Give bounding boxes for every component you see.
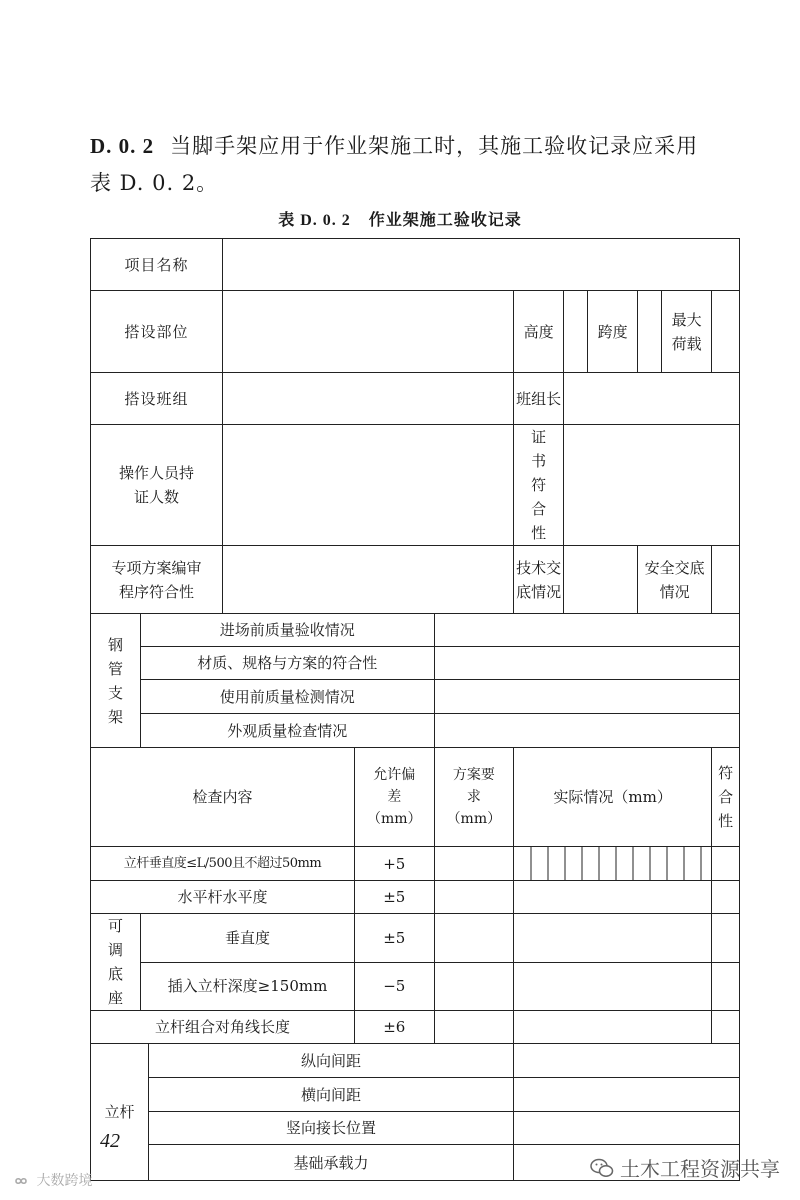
check-row-actual bbox=[514, 914, 712, 963]
intro-paragraph bbox=[90, 128, 710, 202]
value-scheme-review bbox=[223, 546, 514, 614]
watermark-left bbox=[10, 1170, 92, 1190]
page-number: 42 bbox=[100, 1130, 120, 1152]
check-row-scheme bbox=[434, 914, 514, 963]
steel-row-label: 材质、规格与方案的符合性 bbox=[141, 647, 435, 680]
check-row-label: 立杆组合对角线长度 bbox=[91, 1011, 355, 1044]
label-height: 高度 bbox=[514, 291, 564, 373]
check-row-scheme bbox=[434, 847, 514, 881]
clause-text: 当脚手架应用于作业架施工时，其施工验收记录应采用表 D. 0. 2。 bbox=[90, 134, 699, 195]
label-team-leader: 班组长 bbox=[514, 373, 564, 425]
header-check-content: 检查内容 bbox=[91, 748, 355, 847]
value-tech-briefing bbox=[564, 546, 638, 614]
label-team: 搭设班组 bbox=[91, 373, 223, 425]
header-scheme-req: 方案要求（mm） bbox=[434, 748, 514, 847]
label-operators: 操作人员持证人数 bbox=[91, 425, 223, 546]
check-row-actual bbox=[514, 1011, 712, 1044]
check-row-scheme bbox=[434, 881, 514, 914]
check-row-actual bbox=[514, 962, 712, 1011]
label-location: 搭设部位 bbox=[91, 291, 223, 373]
check-row-actual bbox=[514, 847, 712, 881]
value-operators bbox=[223, 425, 514, 546]
value-project-name bbox=[223, 239, 740, 291]
value-cert-conformity bbox=[564, 425, 740, 546]
table-number: 表 D. 0. 2 bbox=[278, 212, 351, 229]
pole-row-label: 横向间距 bbox=[149, 1078, 514, 1112]
check-row-tolerance: ±5 bbox=[355, 914, 435, 963]
check-row-label: 垂直度 bbox=[141, 914, 355, 963]
acceptance-record-table bbox=[90, 238, 740, 1181]
value-height bbox=[564, 291, 588, 373]
value-location bbox=[223, 291, 514, 373]
check-row-label: 水平杆水平度 bbox=[91, 881, 355, 914]
table-caption bbox=[0, 207, 800, 230]
table-title: 作业架施工验收记录 bbox=[368, 210, 522, 229]
steel-row-value bbox=[434, 614, 740, 647]
label-cert-conformity: 证书符合性 bbox=[514, 425, 564, 546]
watermark-right-text: 土木工程资源共享 bbox=[620, 1157, 780, 1181]
label-max-load: 最大荷载 bbox=[662, 291, 712, 373]
check-row-conform bbox=[712, 881, 740, 914]
check-row-actual bbox=[514, 881, 712, 914]
check-row-scheme bbox=[434, 1011, 514, 1044]
pole-row-label: 纵向间距 bbox=[149, 1044, 514, 1078]
value-team-leader bbox=[564, 373, 740, 425]
label-span: 跨度 bbox=[588, 291, 638, 373]
header-tolerance: 允许偏差（mm） bbox=[355, 748, 435, 847]
wechat-icon bbox=[590, 1157, 614, 1179]
check-row-conform bbox=[712, 847, 740, 881]
label-project-name: 项目名称 bbox=[91, 239, 223, 291]
steel-row-value bbox=[434, 680, 740, 714]
check-row-label: 插入立杆深度≥150mm bbox=[141, 962, 355, 1011]
value-safety-briefing bbox=[712, 546, 740, 614]
check-row-tolerance: +5 bbox=[355, 847, 435, 881]
steel-row-label: 外观质量检查情况 bbox=[141, 714, 435, 748]
pole-row-label: 竖向接长位置 bbox=[149, 1112, 514, 1145]
value-span bbox=[638, 291, 662, 373]
label-tech-briefing: 技术交底情况 bbox=[514, 546, 564, 614]
check-row-tolerance: −5 bbox=[355, 962, 435, 1011]
header-conform: 符合性 bbox=[712, 748, 740, 847]
value-max-load bbox=[712, 291, 740, 373]
group-adjustable-base: 可调底座 bbox=[91, 914, 141, 1011]
label-safety-briefing: 安全交底情况 bbox=[638, 546, 712, 614]
check-row-conform bbox=[712, 962, 740, 1011]
infinity-logo-icon bbox=[10, 1174, 32, 1188]
steel-row-label: 使用前质量检测情况 bbox=[141, 680, 435, 714]
check-row-conform bbox=[712, 914, 740, 963]
steel-row-value bbox=[434, 714, 740, 748]
check-row-label: 立杆垂直度≤L/500且不超过50mm bbox=[91, 847, 355, 881]
group-steel-support: 钢管支架 bbox=[91, 614, 141, 748]
steel-row-label: 进场前质量验收情况 bbox=[141, 614, 435, 647]
watermark-left-text: 大数跨境 bbox=[36, 1173, 93, 1189]
steel-row-value bbox=[434, 647, 740, 680]
header-actual: 实际情况（mm） bbox=[514, 748, 712, 847]
label-scheme-review: 专项方案编审程序符合性 bbox=[91, 546, 223, 614]
value-team bbox=[223, 373, 514, 425]
group-poles: 立杆 bbox=[91, 1044, 149, 1181]
pole-row-value bbox=[514, 1078, 740, 1112]
pole-row-value bbox=[514, 1112, 740, 1145]
clause-number: D. 0. 2 bbox=[90, 134, 155, 158]
check-row-conform bbox=[712, 1011, 740, 1044]
pole-row-label: 基础承载力 bbox=[149, 1145, 514, 1181]
check-row-tolerance: ±5 bbox=[355, 881, 435, 914]
pole-row-value bbox=[514, 1044, 740, 1078]
watermark-right bbox=[590, 1153, 780, 1182]
check-row-scheme bbox=[434, 962, 514, 1011]
check-row-tolerance: ±6 bbox=[355, 1011, 435, 1044]
